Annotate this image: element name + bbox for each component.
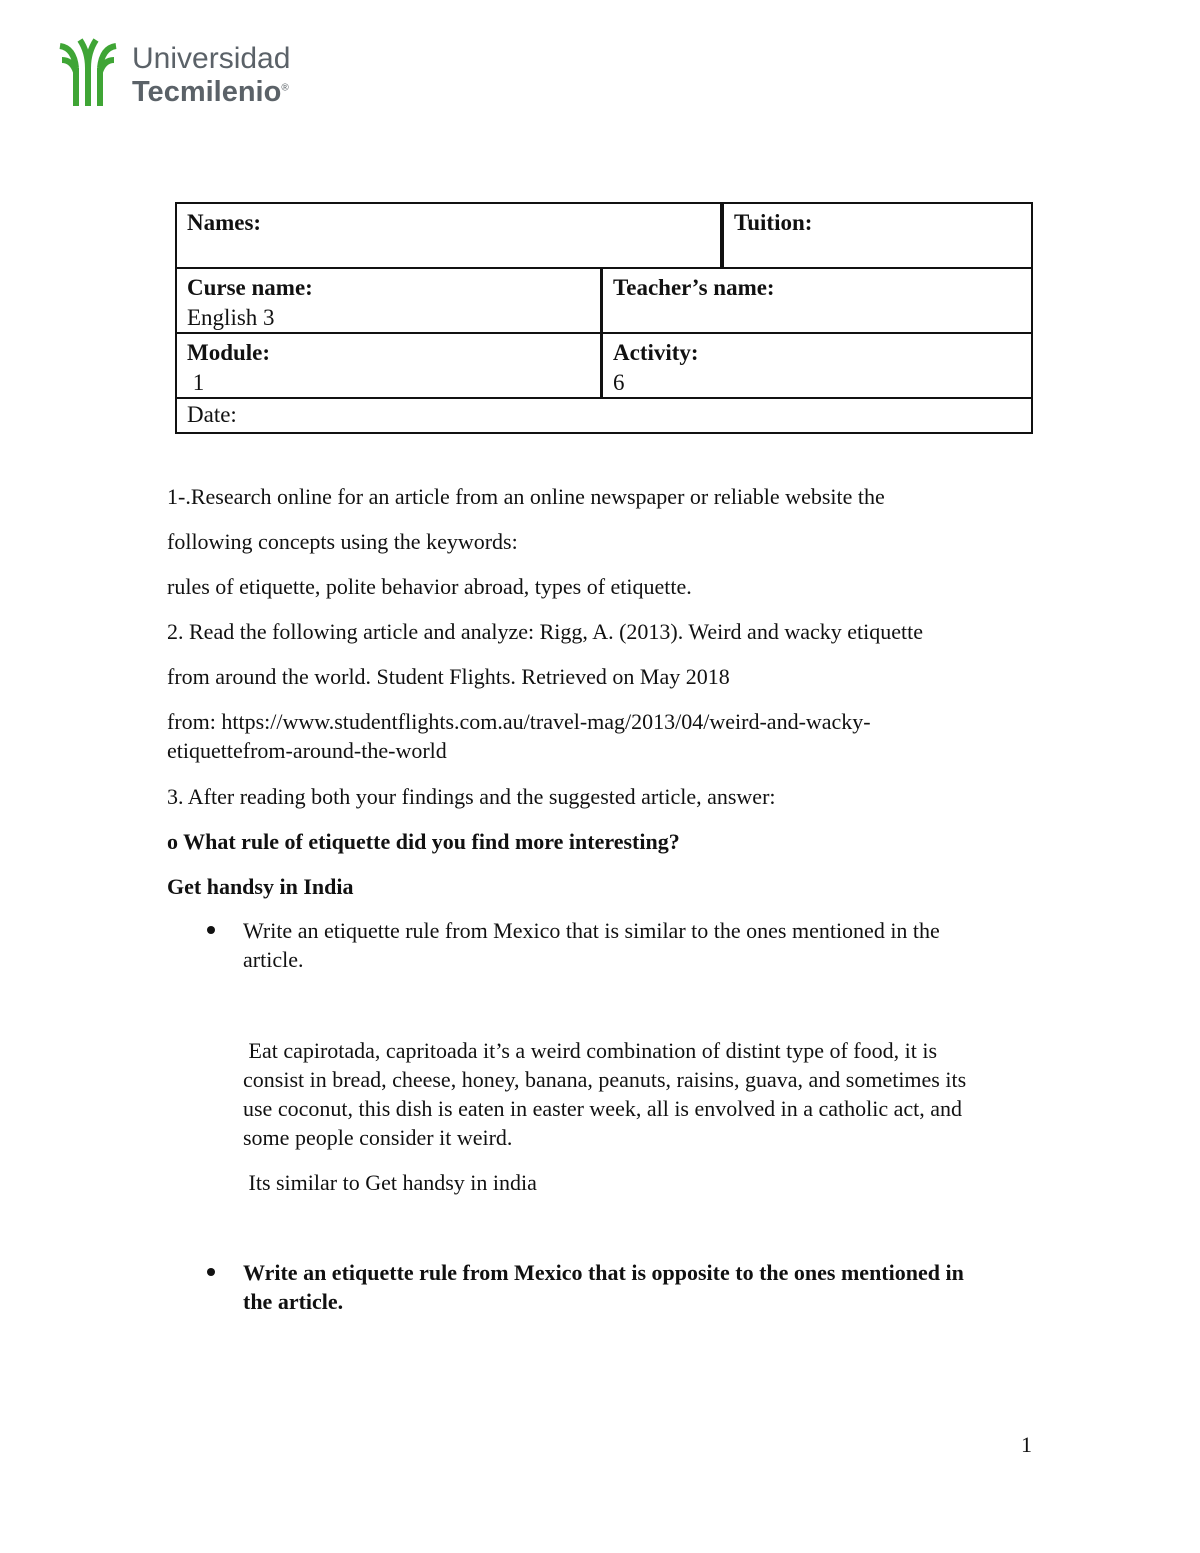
course-label: Curse name: bbox=[187, 275, 313, 300]
instruction-2-line-1: 2. Read the following article and analyze: Rigg, A. (2013). Weird and wacky etiquette bbox=[167, 619, 923, 644]
bullet-2-line-2: the article. bbox=[243, 1289, 344, 1314]
answer-2-line-3: use coconut, this dish is eaten in easter week, all is envolved in a catholic act, and bbox=[243, 1096, 963, 1121]
logo-text-tecmilenio: Tecmilenio® bbox=[132, 76, 289, 108]
date-label: Date: bbox=[187, 402, 237, 427]
info-row-course bbox=[175, 267, 1033, 334]
info-row-names bbox=[175, 202, 1033, 269]
bullet-1-icon bbox=[207, 926, 215, 934]
info-row-module bbox=[175, 332, 1033, 399]
teacher-cell bbox=[603, 269, 1031, 332]
bullet-1-line-1: Write an etiquette rule from Mexico that is similar to the ones mentioned in the bbox=[243, 918, 940, 943]
module-label: Module: bbox=[187, 340, 271, 365]
activity-value: 6 bbox=[613, 370, 625, 395]
tuition-cell bbox=[722, 204, 1031, 267]
answer-2-line-5: Its similar to Get handsy in india bbox=[243, 1170, 537, 1195]
info-row-date bbox=[175, 397, 1033, 434]
article-url-line-2[interactable]: etiquettefrom-around-the-world bbox=[167, 738, 447, 763]
instruction-1-line-1: 1-.Research online for an article from an online newspaper or reliable website the bbox=[167, 484, 885, 509]
bullet-2-line-1: Write an etiquette rule from Mexico that is opposite to the ones mentioned in bbox=[243, 1260, 964, 1285]
instruction-2-line-2: from around the world. Student Flights. Retrieved on May 2018 bbox=[167, 664, 730, 689]
instruction-1-line-2: following concepts using the keywords: bbox=[167, 529, 518, 554]
bullet-1-line-2: article. bbox=[243, 947, 304, 972]
activity-label: Activity: bbox=[613, 340, 699, 365]
answer-2-line-1: Eat capirotada, capritoada it’s a weird combination of distint type of food, it is bbox=[243, 1038, 938, 1063]
question-1: o What rule of etiquette did you find more interesting? bbox=[167, 829, 680, 854]
names-label: Names: bbox=[187, 210, 262, 235]
answer-2-line-4: some people consider it weird. bbox=[243, 1125, 513, 1150]
instruction-3: 3. After reading both your findings and the suggested article, answer: bbox=[167, 784, 776, 809]
page-number: 1 bbox=[1021, 1432, 1032, 1457]
names-cell bbox=[177, 204, 722, 267]
tuition-label: Tuition: bbox=[734, 210, 813, 235]
answer-1: Get handsy in India bbox=[167, 874, 354, 899]
answer-2-line-2: consist in bread, cheese, honey, banana, peanuts, raisins, guava, and sometimes its bbox=[243, 1067, 967, 1092]
logo-text-universidad: Universidad bbox=[132, 42, 291, 75]
university-logo bbox=[58, 38, 318, 110]
activity-cell bbox=[603, 334, 1031, 397]
tecmilenio-leaf-icon bbox=[58, 38, 124, 108]
course-cell bbox=[177, 269, 603, 332]
instruction-1-line-3: rules of etiquette, polite behavior abroad, types of etiquette. bbox=[167, 574, 692, 599]
course-value: English 3 bbox=[187, 305, 275, 330]
date-cell bbox=[177, 399, 1031, 432]
module-cell bbox=[177, 334, 603, 397]
bullet-2-icon bbox=[207, 1268, 215, 1276]
article-url-line-1[interactable]: from: https://www.studentflights.com.au/travel-mag/2013/04/weird-and-wacky- bbox=[167, 709, 871, 734]
module-value: 1 bbox=[187, 370, 205, 395]
teacher-label: Teacher’s name: bbox=[613, 275, 775, 300]
